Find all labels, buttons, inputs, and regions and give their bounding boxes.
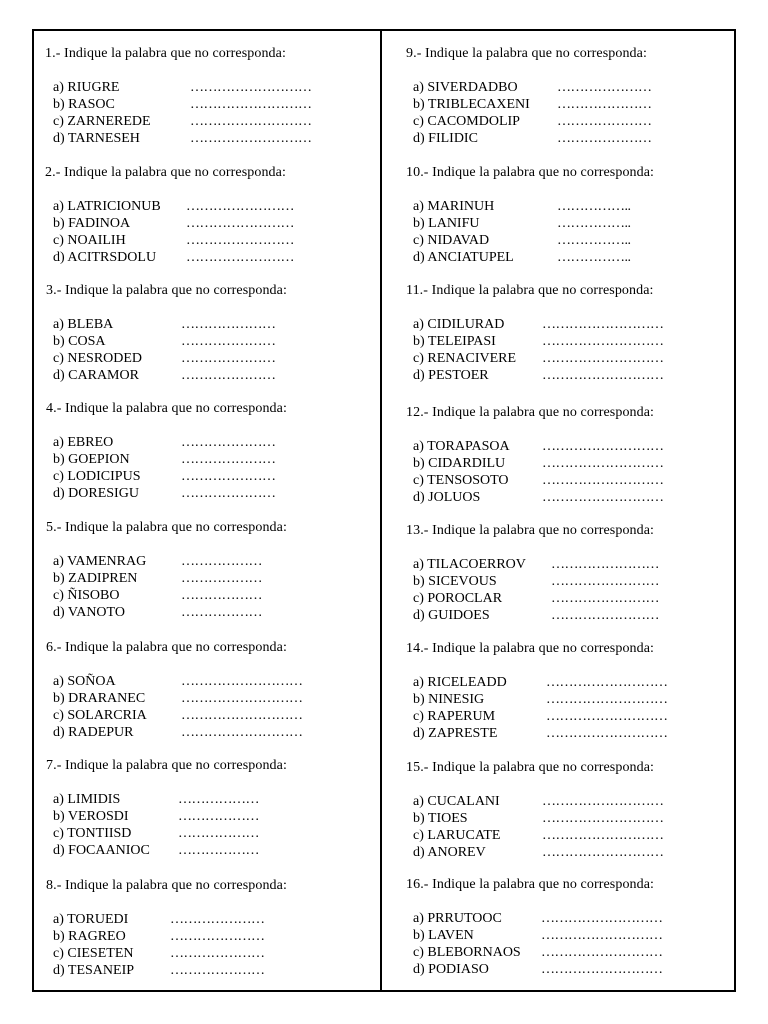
- option-row: [53, 825, 287, 842]
- option-label: b) NINESIG: [413, 692, 485, 707]
- option-row: [413, 573, 659, 590]
- option-row: [413, 130, 652, 147]
- option-label: b) GOEPION: [53, 452, 130, 467]
- option-label: d) JOLUOS: [413, 490, 481, 505]
- option-label: b) TELEIPASI: [413, 334, 496, 349]
- option-row: [53, 96, 312, 113]
- option-label: d) PESTOER: [413, 368, 489, 383]
- answer-blank[interactable]: ………………………: [541, 928, 663, 943]
- option-label: c) LARUCATE: [413, 828, 501, 843]
- option-row: [413, 350, 664, 367]
- answer-blank[interactable]: ………………………: [181, 674, 303, 689]
- option-row: [53, 316, 287, 333]
- answer-blank[interactable]: ………………………: [190, 131, 312, 146]
- option-label: c) TENSOSOTO: [413, 473, 509, 488]
- question-14: [406, 640, 668, 742]
- option-row: [413, 691, 668, 708]
- option-row: [53, 808, 287, 825]
- option-label: b) VEROSDI: [53, 809, 129, 824]
- option-row: [53, 673, 303, 690]
- question-3: [46, 282, 287, 384]
- option-label: a) TILACOERROV: [413, 557, 526, 572]
- question-title: 8.- Indique la palabra que no corresponda:: [46, 878, 287, 893]
- answer-blank[interactable]: ………………………: [546, 675, 668, 690]
- option-label: c) RAPERUM: [413, 709, 496, 724]
- option-label: d) CARAMOR: [53, 368, 139, 383]
- option-label: c) TONTIISD: [53, 826, 132, 841]
- option-row: [53, 690, 303, 707]
- option-label: c) NOAILIH: [53, 233, 126, 248]
- answer-blank[interactable]: …………………: [170, 963, 265, 978]
- option-row: [413, 367, 664, 384]
- answer-blank[interactable]: ………………………: [190, 114, 312, 129]
- question-2: [45, 164, 294, 266]
- option-label: c) CACOMDOLIP: [413, 114, 520, 129]
- question-5: [46, 519, 287, 621]
- answer-blank[interactable]: …………………: [557, 114, 652, 129]
- answer-blank[interactable]: ……………………: [551, 574, 659, 589]
- option-label: d) VANOTO: [53, 605, 125, 620]
- question-title: 15.- Indique la palabra que no corresponda:: [406, 760, 655, 775]
- option-list: [53, 316, 287, 384]
- option-list: [53, 911, 287, 979]
- option-row: [53, 604, 287, 621]
- option-label: d) RADEPUR: [53, 725, 134, 740]
- answer-blank[interactable]: …………………: [557, 131, 652, 146]
- answer-blank[interactable]: ………………………: [181, 725, 303, 740]
- answer-blank[interactable]: ………………………: [546, 726, 668, 741]
- option-label: d) ZAPRESTE: [413, 726, 498, 741]
- answer-blank[interactable]: ……………..: [557, 250, 631, 265]
- answer-blank[interactable]: …………………: [181, 351, 276, 366]
- option-label: c) NIDAVAD: [413, 233, 490, 248]
- answer-blank[interactable]: ………………………: [542, 845, 664, 860]
- answer-blank[interactable]: …………………: [181, 368, 276, 383]
- answer-blank[interactable]: ………………: [181, 571, 262, 586]
- option-row: [413, 927, 663, 944]
- option-row: [413, 910, 663, 927]
- option-row: [53, 79, 312, 96]
- question-title: 11.- Indique la palabra que no corresponda:: [406, 283, 654, 298]
- option-row: [53, 842, 287, 859]
- answer-blank[interactable]: …………………: [181, 469, 276, 484]
- answer-blank[interactable]: ……………………: [186, 216, 294, 231]
- question-8: [46, 877, 287, 979]
- option-row: [413, 198, 654, 215]
- option-label: a) CUCALANI: [413, 794, 500, 809]
- question-title: 5.- Indique la palabra que no corresponda:: [46, 520, 287, 535]
- question-title: 4.- Indique la palabra que no corresponda:: [46, 401, 287, 416]
- option-label: d) ACITRSDOLU: [53, 250, 157, 265]
- option-row: [53, 468, 287, 485]
- option-row: [53, 928, 287, 945]
- answer-blank[interactable]: ………………………: [541, 911, 663, 926]
- answer-blank[interactable]: ………………………: [181, 691, 303, 706]
- option-label: b) RAGREO: [53, 929, 126, 944]
- option-row: [53, 232, 294, 249]
- question-title: 1.- Indique la palabra que no corresponda:: [45, 46, 286, 61]
- answer-blank[interactable]: …………………: [557, 80, 652, 95]
- option-row: [53, 333, 287, 350]
- option-list: [53, 434, 287, 502]
- option-row: [53, 350, 287, 367]
- question-title: 3.- Indique la palabra que no corresponda:: [46, 283, 287, 298]
- option-row: [53, 587, 287, 604]
- question-title: 9.- Indique la palabra que no corresponda:: [406, 46, 647, 61]
- answer-blank[interactable]: ………………………: [541, 962, 663, 977]
- question-15: [406, 759, 664, 861]
- option-row: [413, 674, 668, 691]
- option-list: [53, 79, 312, 147]
- option-label: c) CIESETEN: [53, 946, 134, 961]
- option-row: [53, 707, 303, 724]
- option-row: [413, 725, 668, 742]
- option-label: a) SIVERDADBO: [413, 80, 518, 95]
- answer-blank[interactable]: ………………………: [546, 709, 668, 724]
- option-label: b) DRARANEC: [53, 691, 146, 706]
- question-16: [406, 876, 663, 978]
- option-label: a) RIUGRE: [53, 80, 120, 95]
- option-label: b) TRIBLECAXENI: [413, 97, 530, 112]
- option-label: d) TARNESEH: [53, 131, 140, 146]
- option-row: [413, 944, 663, 961]
- option-label: b) ZADIPREN: [53, 571, 138, 586]
- option-label: c) NESRODED: [53, 351, 143, 366]
- question-title: 10.- Indique la palabra que no corresponda:: [406, 165, 655, 180]
- option-row: [53, 570, 287, 587]
- option-label: d) FILIDIC: [413, 131, 478, 146]
- option-label: a) TORAPASOA: [413, 439, 510, 454]
- answer-blank[interactable]: ……………………: [186, 233, 294, 248]
- option-row: [53, 791, 287, 808]
- answer-blank[interactable]: ………………………: [542, 811, 664, 826]
- option-label: d) ANOREV: [413, 845, 486, 860]
- option-label: b) TIOES: [413, 811, 468, 826]
- answer-blank[interactable]: …………………: [181, 435, 276, 450]
- question-title: 12.- Indique la palabra que no corresponda:: [406, 405, 655, 420]
- answer-blank[interactable]: …………………: [181, 486, 276, 501]
- option-list: [53, 198, 294, 266]
- answer-blank[interactable]: ………………………: [542, 368, 664, 383]
- answer-blank[interactable]: ……………..: [557, 233, 631, 248]
- answer-blank[interactable]: ………………………: [542, 473, 664, 488]
- answer-blank[interactable]: ………………: [181, 605, 262, 620]
- option-list: [413, 79, 652, 147]
- option-label: b) FADINOA: [53, 216, 131, 231]
- answer-blank[interactable]: …………………: [557, 97, 652, 112]
- question-6: [46, 639, 303, 741]
- option-row: [413, 556, 659, 573]
- option-row: [413, 438, 664, 455]
- option-label: d) PODIASO: [413, 962, 489, 977]
- option-row: [53, 113, 312, 130]
- option-row: [53, 724, 303, 741]
- answer-blank[interactable]: ………………: [181, 588, 262, 603]
- answer-blank[interactable]: …………………: [181, 334, 276, 349]
- question-4: [46, 400, 287, 502]
- option-row: [413, 333, 664, 350]
- answer-blank[interactable]: ………………………: [542, 317, 664, 332]
- question-13: [406, 522, 659, 624]
- answer-blank[interactable]: ………………………: [190, 97, 312, 112]
- option-label: a) MARINUH: [413, 199, 495, 214]
- answer-blank[interactable]: ……………..: [557, 216, 631, 231]
- option-row: [413, 215, 654, 232]
- answer-blank[interactable]: ………………: [178, 792, 259, 807]
- option-row: [413, 590, 659, 607]
- option-row: [413, 810, 664, 827]
- option-list: [413, 316, 664, 384]
- option-label: d) FOCAANIOC: [53, 843, 150, 858]
- answer-blank[interactable]: ………………………: [181, 708, 303, 723]
- option-row: [53, 962, 287, 979]
- answer-blank[interactable]: ……………………: [186, 250, 294, 265]
- option-list: [413, 793, 664, 861]
- option-row: [413, 96, 652, 113]
- option-row: [53, 215, 294, 232]
- question-title: 6.- Indique la palabra que no corresponda:: [46, 640, 287, 655]
- option-label: b) CIDARDILU: [413, 456, 506, 471]
- option-label: a) LATRICIONUB: [53, 199, 161, 214]
- option-row: [413, 455, 664, 472]
- option-label: b) RASOC: [53, 97, 115, 112]
- answer-blank[interactable]: …………………: [181, 452, 276, 467]
- answer-blank[interactable]: ………………………: [542, 828, 664, 843]
- option-list: [413, 438, 664, 506]
- option-row: [413, 316, 664, 333]
- option-row: [53, 367, 287, 384]
- option-label: a) LIMIDIS: [53, 792, 121, 807]
- answer-blank[interactable]: …………………: [170, 929, 265, 944]
- answer-blank[interactable]: ………………: [181, 554, 262, 569]
- question-title: 7.- Indique la palabra que no corresponda:: [46, 758, 287, 773]
- option-label: c) ÑISOBO: [53, 588, 120, 603]
- question-title: 2.- Indique la palabra que no corresponda:: [45, 165, 286, 180]
- answer-blank[interactable]: ………………………: [542, 351, 664, 366]
- option-label: a) RICELEADD: [413, 675, 507, 690]
- question-7: [46, 757, 287, 859]
- option-row: [53, 451, 287, 468]
- option-row: [413, 113, 652, 130]
- option-row: [53, 911, 287, 928]
- option-label: c) LODICIPUS: [53, 469, 141, 484]
- answer-blank[interactable]: ………………………: [190, 80, 312, 95]
- option-row: [413, 249, 654, 266]
- answer-blank[interactable]: ……………………: [551, 591, 659, 606]
- option-label: c) ZARNEREDE: [53, 114, 151, 129]
- option-label: c) SOLARCRIA: [53, 708, 147, 723]
- question-9: [406, 45, 652, 147]
- option-row: [413, 489, 664, 506]
- option-list: [413, 198, 654, 266]
- answer-blank[interactable]: ………………………: [542, 334, 664, 349]
- question-11: [406, 282, 664, 384]
- option-row: [413, 232, 654, 249]
- answer-blank[interactable]: ………………………: [541, 945, 663, 960]
- option-row: [53, 485, 287, 502]
- option-label: d) DORESIGU: [53, 486, 139, 501]
- option-label: a) TORUEDI: [53, 912, 129, 927]
- option-label: c) BLEBORNAOS: [413, 945, 521, 960]
- option-label: d) GUIDOES: [413, 608, 490, 623]
- option-list: [413, 674, 668, 742]
- option-label: a) SOÑOA: [53, 674, 116, 689]
- answer-blank[interactable]: …………………: [170, 946, 265, 961]
- option-label: b) SICEVOUS: [413, 574, 497, 589]
- option-row: [53, 249, 294, 266]
- option-row: [413, 844, 664, 861]
- option-label: a) CIDILURAD: [413, 317, 505, 332]
- option-label: c) POROCLAR: [413, 591, 503, 606]
- option-list: [53, 553, 287, 621]
- option-row: [413, 827, 664, 844]
- option-label: a) VAMENRAG: [53, 554, 147, 569]
- option-row: [413, 793, 664, 810]
- answer-blank[interactable]: ………………………: [542, 439, 664, 454]
- option-row: [53, 553, 287, 570]
- question-1: [45, 45, 312, 147]
- answer-blank[interactable]: ……………………: [551, 557, 659, 572]
- answer-blank[interactable]: ………………: [178, 809, 259, 824]
- question-title: 13.- Indique la palabra que no corresponda:: [406, 523, 655, 538]
- option-row: [413, 961, 663, 978]
- option-label: b) LAVEN: [413, 928, 474, 943]
- option-label: d) TESANEIP: [53, 963, 135, 978]
- option-row: [413, 607, 659, 624]
- answer-blank[interactable]: …………………: [170, 912, 265, 927]
- option-row: [53, 945, 287, 962]
- option-list: [53, 673, 303, 741]
- question-12: [406, 404, 664, 506]
- option-row: [53, 434, 287, 451]
- answer-blank[interactable]: ………………………: [542, 456, 664, 471]
- answer-blank[interactable]: ………………………: [542, 490, 664, 505]
- answer-blank[interactable]: ……………………: [551, 608, 659, 623]
- option-label: d) ANCIATUPEL: [413, 250, 514, 265]
- option-row: [413, 708, 668, 725]
- option-list: [413, 910, 663, 978]
- column-divider: [380, 29, 382, 992]
- option-label: b) LANIFU: [413, 216, 480, 231]
- option-label: a) EBREO: [53, 435, 114, 450]
- answer-blank[interactable]: ………………………: [542, 794, 664, 809]
- option-list: [53, 791, 287, 859]
- question-10: [406, 164, 654, 266]
- option-label: a) BLEBA: [53, 317, 114, 332]
- option-label: a) PRRUTOOC: [413, 911, 502, 926]
- answer-blank[interactable]: ……………..: [557, 199, 631, 214]
- question-title: 14.- Indique la palabra que no corresponda:: [406, 641, 655, 656]
- answer-blank[interactable]: ………………………: [546, 692, 668, 707]
- option-row: [413, 472, 664, 489]
- option-row: [413, 79, 652, 96]
- answer-blank[interactable]: ………………: [178, 843, 259, 858]
- question-title: 16.- Indique la palabra que no corresponda:: [406, 877, 655, 892]
- answer-blank[interactable]: …………………: [181, 317, 276, 332]
- answer-blank[interactable]: ……………………: [186, 199, 294, 214]
- option-row: [53, 198, 294, 215]
- option-label: b) COSA: [53, 334, 106, 349]
- answer-blank[interactable]: ………………: [178, 826, 259, 841]
- option-row: [53, 130, 312, 147]
- option-label: c) RENACIVERE: [413, 351, 517, 366]
- option-list: [413, 556, 659, 624]
